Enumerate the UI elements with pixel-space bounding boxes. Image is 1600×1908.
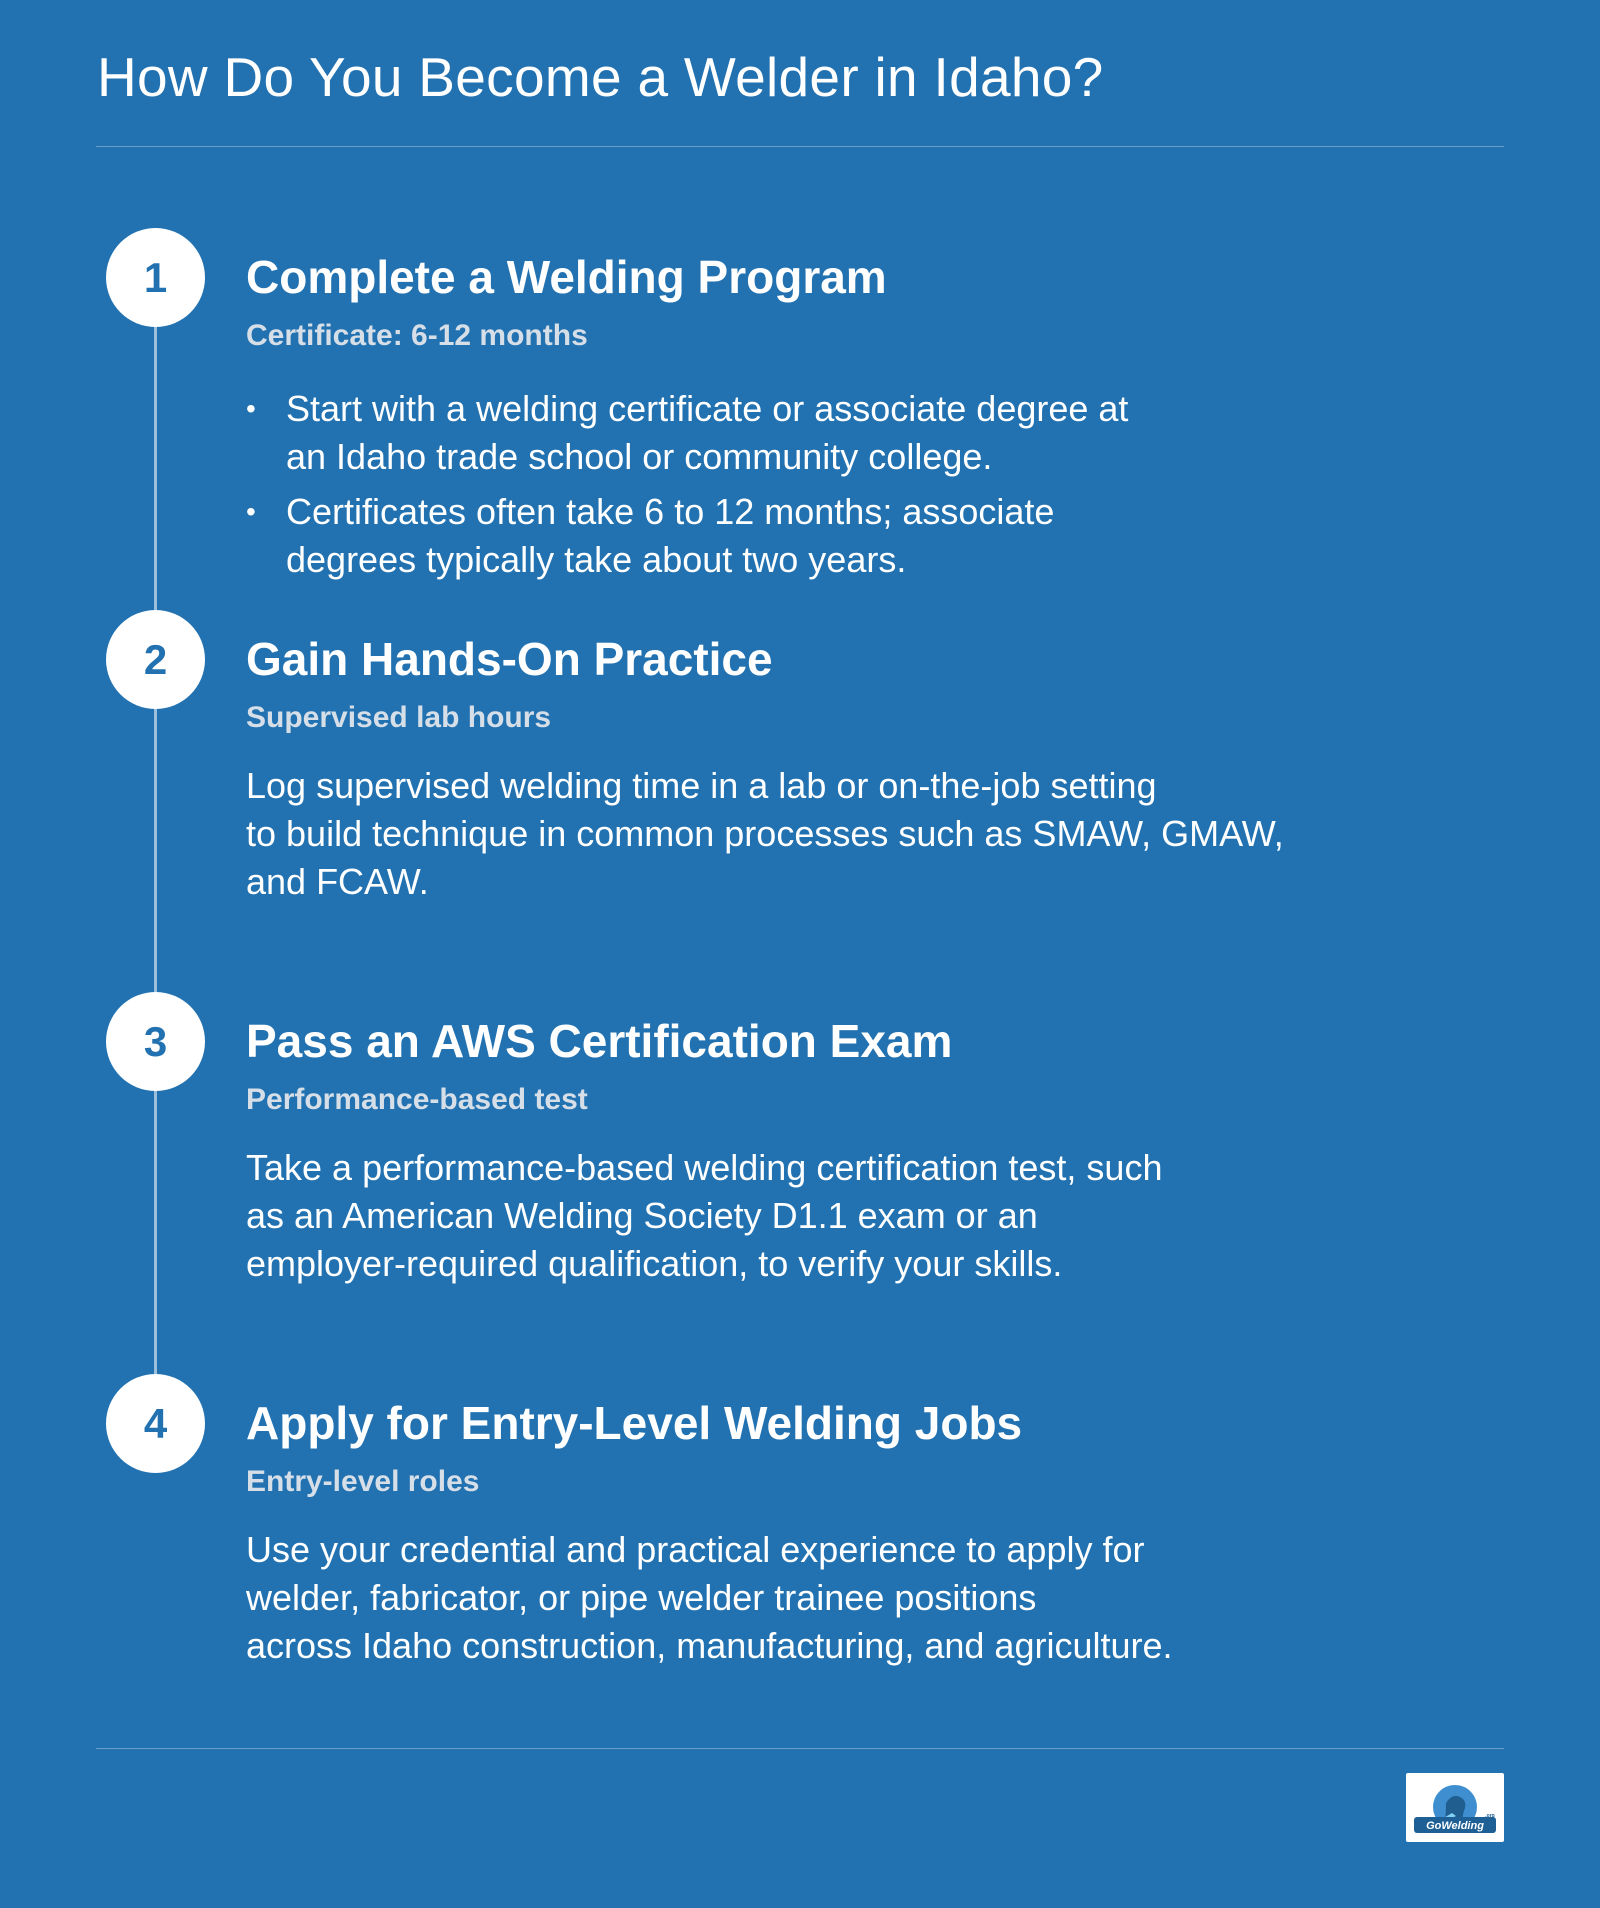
bottom-divider xyxy=(96,1748,1504,1749)
bullet-text-line: an Idaho trade school or community college. xyxy=(286,436,993,477)
step-number-badge: 2 xyxy=(106,610,205,709)
step-title: Pass an AWS Certification Exam xyxy=(246,1015,953,1067)
description-line: to build technique in common processes such as SMAW, GMAW, xyxy=(246,813,1284,854)
description-line: Take a performance-based welding certification test, such xyxy=(246,1147,1163,1188)
step-subtitle: Certificate: 6-12 months xyxy=(246,319,588,352)
step-description xyxy=(246,1144,1396,1288)
timeline-line xyxy=(154,280,157,1420)
list-item xyxy=(246,385,1128,481)
description-line: employer-required qualification, to verify your skills. xyxy=(246,1243,1063,1284)
step-description xyxy=(246,1526,1396,1670)
step-description xyxy=(246,762,1396,906)
welder-logo-icon xyxy=(1406,1773,1504,1842)
description-line: welder, fabricator, or pipe welder trainee positions xyxy=(246,1577,1037,1618)
step-subtitle: Performance-based test xyxy=(246,1083,588,1116)
list-item xyxy=(246,488,1128,584)
step-number-badge: 4 xyxy=(106,1374,205,1473)
logo-suffix: .org xyxy=(1485,1813,1495,1819)
description-line: Use your credential and practical experience to apply for xyxy=(246,1529,1145,1570)
description-line: and FCAW. xyxy=(246,861,429,902)
bullet-text-line: Start with a welding certificate or associate degree at xyxy=(286,388,1129,429)
bullet-text-line: Certificates often take 6 to 12 months; associate xyxy=(286,491,1055,532)
step-title: Apply for Entry-Level Welding Jobs xyxy=(246,1397,1023,1449)
gowelding-logo[interactable] xyxy=(1406,1773,1504,1842)
description-line: as an American Welding Society D1.1 exam or an xyxy=(246,1195,1038,1236)
step-bullet-list xyxy=(246,385,1128,591)
bullet-icon: • xyxy=(246,393,256,424)
step-number-badge: 1 xyxy=(106,228,205,327)
bullet-icon: • xyxy=(246,496,256,527)
step-title: Gain Hands-On Practice xyxy=(246,633,773,685)
description-line: Log supervised welding time in a lab or on-the-job setting xyxy=(246,765,1157,806)
top-divider xyxy=(96,146,1504,147)
page-title: How Do You Become a Welder in Idaho? xyxy=(97,46,1104,108)
step-number-badge: 3 xyxy=(106,992,205,1091)
step-subtitle: Supervised lab hours xyxy=(246,701,552,734)
logo-wordmark: GoWelding xyxy=(1426,1820,1484,1832)
bullet-text-line: degrees typically take about two years. xyxy=(286,539,907,580)
step-title: Complete a Welding Program xyxy=(246,251,887,303)
step-subtitle: Entry-level roles xyxy=(246,1465,480,1498)
description-line: across Idaho construction, manufacturing, and agriculture. xyxy=(246,1625,1173,1666)
